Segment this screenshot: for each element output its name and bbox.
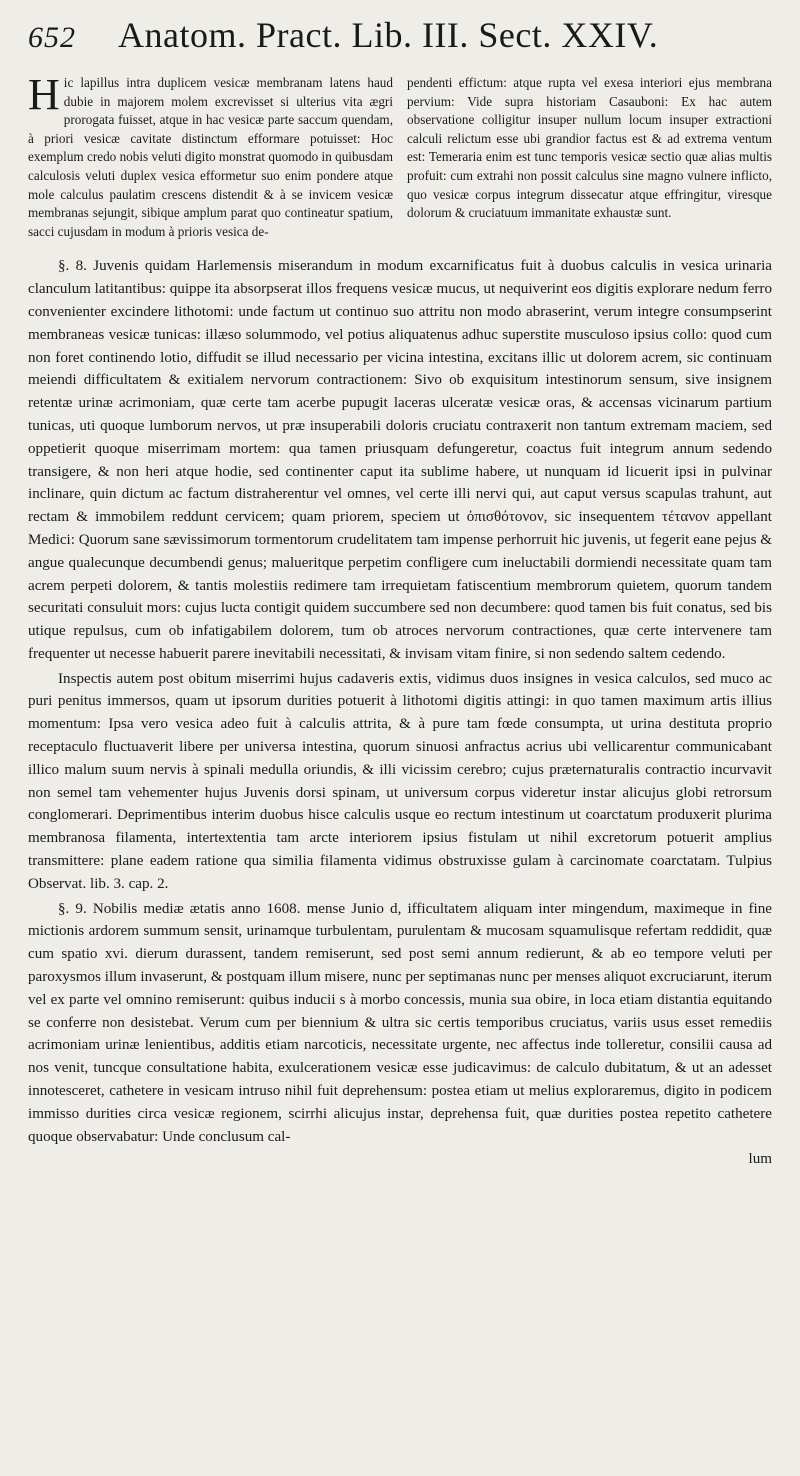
left-column-text: ic lapillus intra duplicem vesicæ membranam latens haud dubie in majorem molem excrevisset si ulterius vita ægri prorogata fuisset, atque in hac vesicæ parte saccum quendam, à priori vesicæ cavitate distinctum efformare potuisset: Hoc exemplum credo nobis veluti digito monstrat quomodo in quibusdam calculosis veluti duplex vesica efformetur suo enim pondere atque mole calculus paulatim crescens distendit & à se invicem vesicæ membranas sejungit, sibique amplum parat quo contineatur spatium, sacci cujusdam in modum à prioris vesica de- xyxy=(28,75,393,239)
intro-two-columns xyxy=(28,70,772,241)
left-column xyxy=(28,70,393,241)
page-number: 652 xyxy=(28,21,76,54)
paragraph-inspectis: Inspectis autem post obitum miserrimi hujus cadaveris extis, vidimus duos insignes in vesica calculos, sed muco ac puri penitus immersos, quam ut ipsorum durities potuerit à lithotomi digitis attingi: in quo tamen maximum artis illius momentum: Ipsa vero vesica adeo fuit à calculis attrita, & à pure tam fœde consumpta, ut urina destituta proprio receptaculo fluctuaverit libere per universa intestina, quorum sinuosi anfractus acrius ubi vellicarentur communicabant illico malum suum nervis à spinali medulla oriundis, & illi vicissim cerebro; cujus præternaturalis contractio incurvavit non semel tam vehementer hujus Juvenis dorsi spinam, ut universum corpus videretur instar alicujus globi retrorsum conglomerari. Deprimentibus interim duobus hisce calculis usque eo rectum intestinum ut coarctatum produxerit plurima membranosa filamenta, intertextentia tam arcte interiorem ipsius fistulam ut nihil excretorum potuerit amplius transmittere: plane eadem ratione qua similia filamenta vidimus obstruxisse gulam à carcinomate coarctatam. Tulpius Observat. lib. 3. cap. 2. xyxy=(28,670,772,892)
catchword: lum xyxy=(748,1151,772,1168)
right-column-text: pendenti effictum: atque rupta vel exesa interiori ejus membrana pervium: Vide supra historiam Casauboni: Ex hac autem observatione colligitur insuper nullum locum insuper extractioni calculi relictum esse ubi grandior factus est & ad extrema ventum est: Temeraria enim est tunc temporis vesicæ sectio quæ alias multis profuit: cum extrahi non possit calculus sine magno vulnere inflicto, quo vesicæ corpus integrum dissecatur atque effringitur, viresque dolorum & cruciatuum immanitate exhaustæ sunt. xyxy=(407,75,772,221)
main-text xyxy=(28,255,772,1171)
page-header xyxy=(28,14,772,70)
running-head: Anatom. Pract. Lib. III. Sect. XXIV. xyxy=(118,15,659,55)
right-column xyxy=(407,74,772,241)
paragraph-section-8: §. 8. Juvenis quidam Harlemensis miserandum in modum excarnificatus fuit à duobus calculis in vesica urinaria clanculum latitantibus: quippe ita absorpserat illos frequens vesicæ mucus, ut nequiverint eos digitis explorare nedum ferro convenienter excindere lithotomi: unde factum ut continuo suo attritu non modo abraserint, verum integre consumpserint membraneas vesicæ tunicas: illæso solummodo, vel potius aliquatenus adhuc superstite musculoso ipsius collo: quod cum non foret continendo lotio, diffudit se illud necessario per vicina intestina, excitans illic ut dolorem acrem, sic continuam meiendi difficultatem & exitialem nervorum contractionem: Sivo ob exquisitum intestinorum sensum, sive insignem retentæ urinæ acrimoniam, quæ certe tam acerbe pupugit laceras ulceratæ vesicæ oras, & accensas vicinarum partium tunicas, uti quoque lumborum nervos, ut præ insuperabili doloris cruciatu contraxerit non tantum extremam maciem, sed oppetierit quoque miserrimam mortem: qua tamen priusquam defungeretur, coactus fuit integrum annum sedendo transigere, & non heri atque hodie, sed continenter caput ita sublime habere, ut nunquam id licuerit ipsi in pulvinar inclinare, quin dictum ac factum distraherentur vel omnes, vel certe illi nervi qui, aut caput versus scapulas trahunt, aut rectam & immobilem reddunt cervicem; quam priorem, speciem ut ὀπισθότονον, sic insequentem τέτανον appellant Medici: Quorum sane sævissimorum tormentorum crudelitatem tam impense perhorruit hic juvenis, ut fegerit eane pejus & angue qualecunque decumbendi genus; malueritque perpetim confligere cum ineluctabili dormiendi necessitate quam tam acrem perpeti dolorem, & tantis molestiis redimere tam irrequietam fatiscentium membrorum quietem, quorum tandem securitati consuluit mors: cujus lucta contigit quidem succumbere sed non decumbere: quod tamen bis fuit conatus, sed bis utique repulsus, cum ob infatigabilem dolorem, tum ob atroces nervorum contractiones, quæ certe intervenere tam frequenter ut necesse habuerit parere inevitabili necessitati, & invisam vitam finire, si non sedendo saltem cedendo. xyxy=(28,258,772,662)
paragraph-section-9: §. 9. Nobilis mediæ ætatis anno 1608. mense Junio d, ifficultatem aliquam inter mingendum, maximeque in fine mictionis ardorem summum sensit, urinamque turbulentam, purulentam & mucosam squamulisque refertam reddidit, quæ cum spatio xvi. dierum durassent, tandem remiserunt, sed post semi annum redierunt, & ab eo tempore veluti per paroxysmos illum invaserunt, & postquam illum misere, nunc per septimanas nunc per menses aliquot excruciarunt, iterum vel ex parte vel omnino remiserunt: quibus inducii s à morbo concessis, munia sua obire, in loca etiam distantia equitando se conferre non desistebat. Verum cum per biennium & ultra sic certis temporibus cruciatus, variis usus esset remediis acrimoniam urinæ lenientibus, additis etiam narcoticis, necessitate urgente, nec affectus inde tolleretur, consilii causa ad nos venit, tuncque consultatione habita, exulcerationem vesicæ esse judicavimus: de calculo dubitatum, & ut an adesset innotesceret, cathetere in vesicam intruso nihil fuit deprehensum: postea etiam ut melius exploraremus, digito in podicem immisso durities circa vesicæ regionem, scirrhi alicujus instar, deprehensa fuit, quæ durities postea repetito cathetere quoque observabatur: Unde conclusum cal- xyxy=(28,900,772,1145)
drop-cap: H xyxy=(28,70,60,119)
